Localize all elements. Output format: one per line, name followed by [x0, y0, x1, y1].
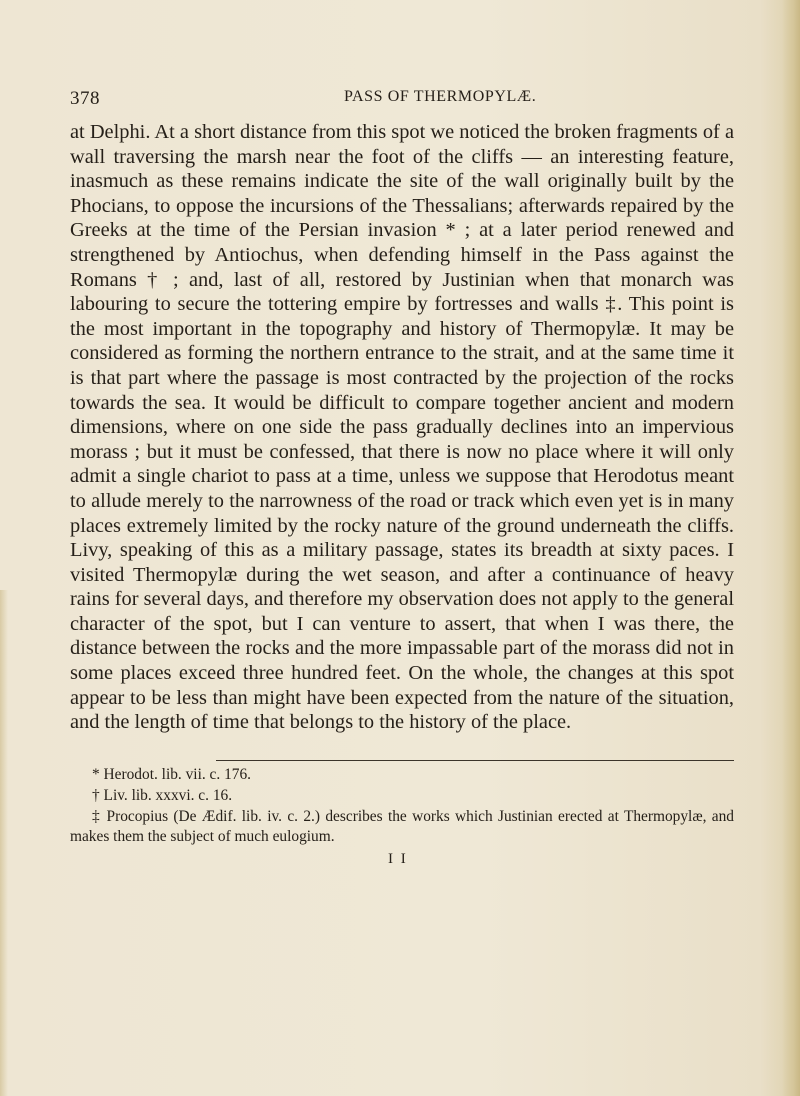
running-title: PASS OF THERMOPYLÆ. — [344, 88, 537, 105]
page-gutter-shadow — [0, 590, 8, 1096]
signature-mark: I I — [388, 851, 408, 867]
page-header — [70, 88, 730, 118]
footnote-2: † Liv. lib. xxxvi. c. 16. — [92, 786, 233, 804]
footnote-3: ‡ Procopius (De Ædif. lib. iv. c. 2.) describes the works which Justinian erected at Thermopylæ, and makes them the subject of much eulogium. — [70, 807, 734, 846]
footnote-rule — [216, 760, 734, 761]
footnotes — [70, 765, 734, 848]
footnote-1: * Herodot. lib. vii. c. 176. — [92, 766, 252, 783]
main-text — [70, 120, 734, 735]
page-number: 378 — [70, 88, 100, 109]
page-edge-shadow — [782, 0, 800, 1096]
body-paragraph: at Delphi. At a short distance from this spot we noticed the broken fragments of a wall traversing the marsh near the foot of the cliffs — an interesting feature, inasmuch as these remains indicate the site of the wall originally built by the Phocians, to oppose the incursions of the Thessalians; afterwards repaired by the Greeks at the time of the Persian invasion * ; at a later period renewed and strengthened by Antiochus, when defending himself in the Pass against the Romans † ; and, last of all, restored by Justinian when that monarch was labouring to secure the tottering empire by fortresses and walls ‡. This point is the most important in the topography and history of Thermopylæ. It may be considered as forming the northern entrance to the strait, and at the same time it is that part where the passage is most contracted by the projection of the rocks towards the sea. It would be difficult to compare together ancient and modern dimensions, where on one side the pass gradually declines into an impervious morass ; but it must be confessed, that there is now no place where it will only admit a single chariot to pass at a time, unless we suppose that Herodotus meant to allude merely to the narrowness of the road or track which even yet is in many places extremely limited by the rocky nature of the ground underneath the cliffs. Livy, speaking of this as a military passage, states its breadth at sixty paces. I visited Thermopylæ during the wet season, and after a continuance of heavy rains for several days, and therefore my observation does not apply to the general character of the spot, but I can venture to assert, that when I was there, the distance between the rocks and the more impassable part of the morass did not in some places exceed three hundred feet. On the whole, the changes at this spot appear to be less than might have been expected from the nature of the situation, and the length of time that belongs to the history of the place. — [70, 121, 734, 734]
